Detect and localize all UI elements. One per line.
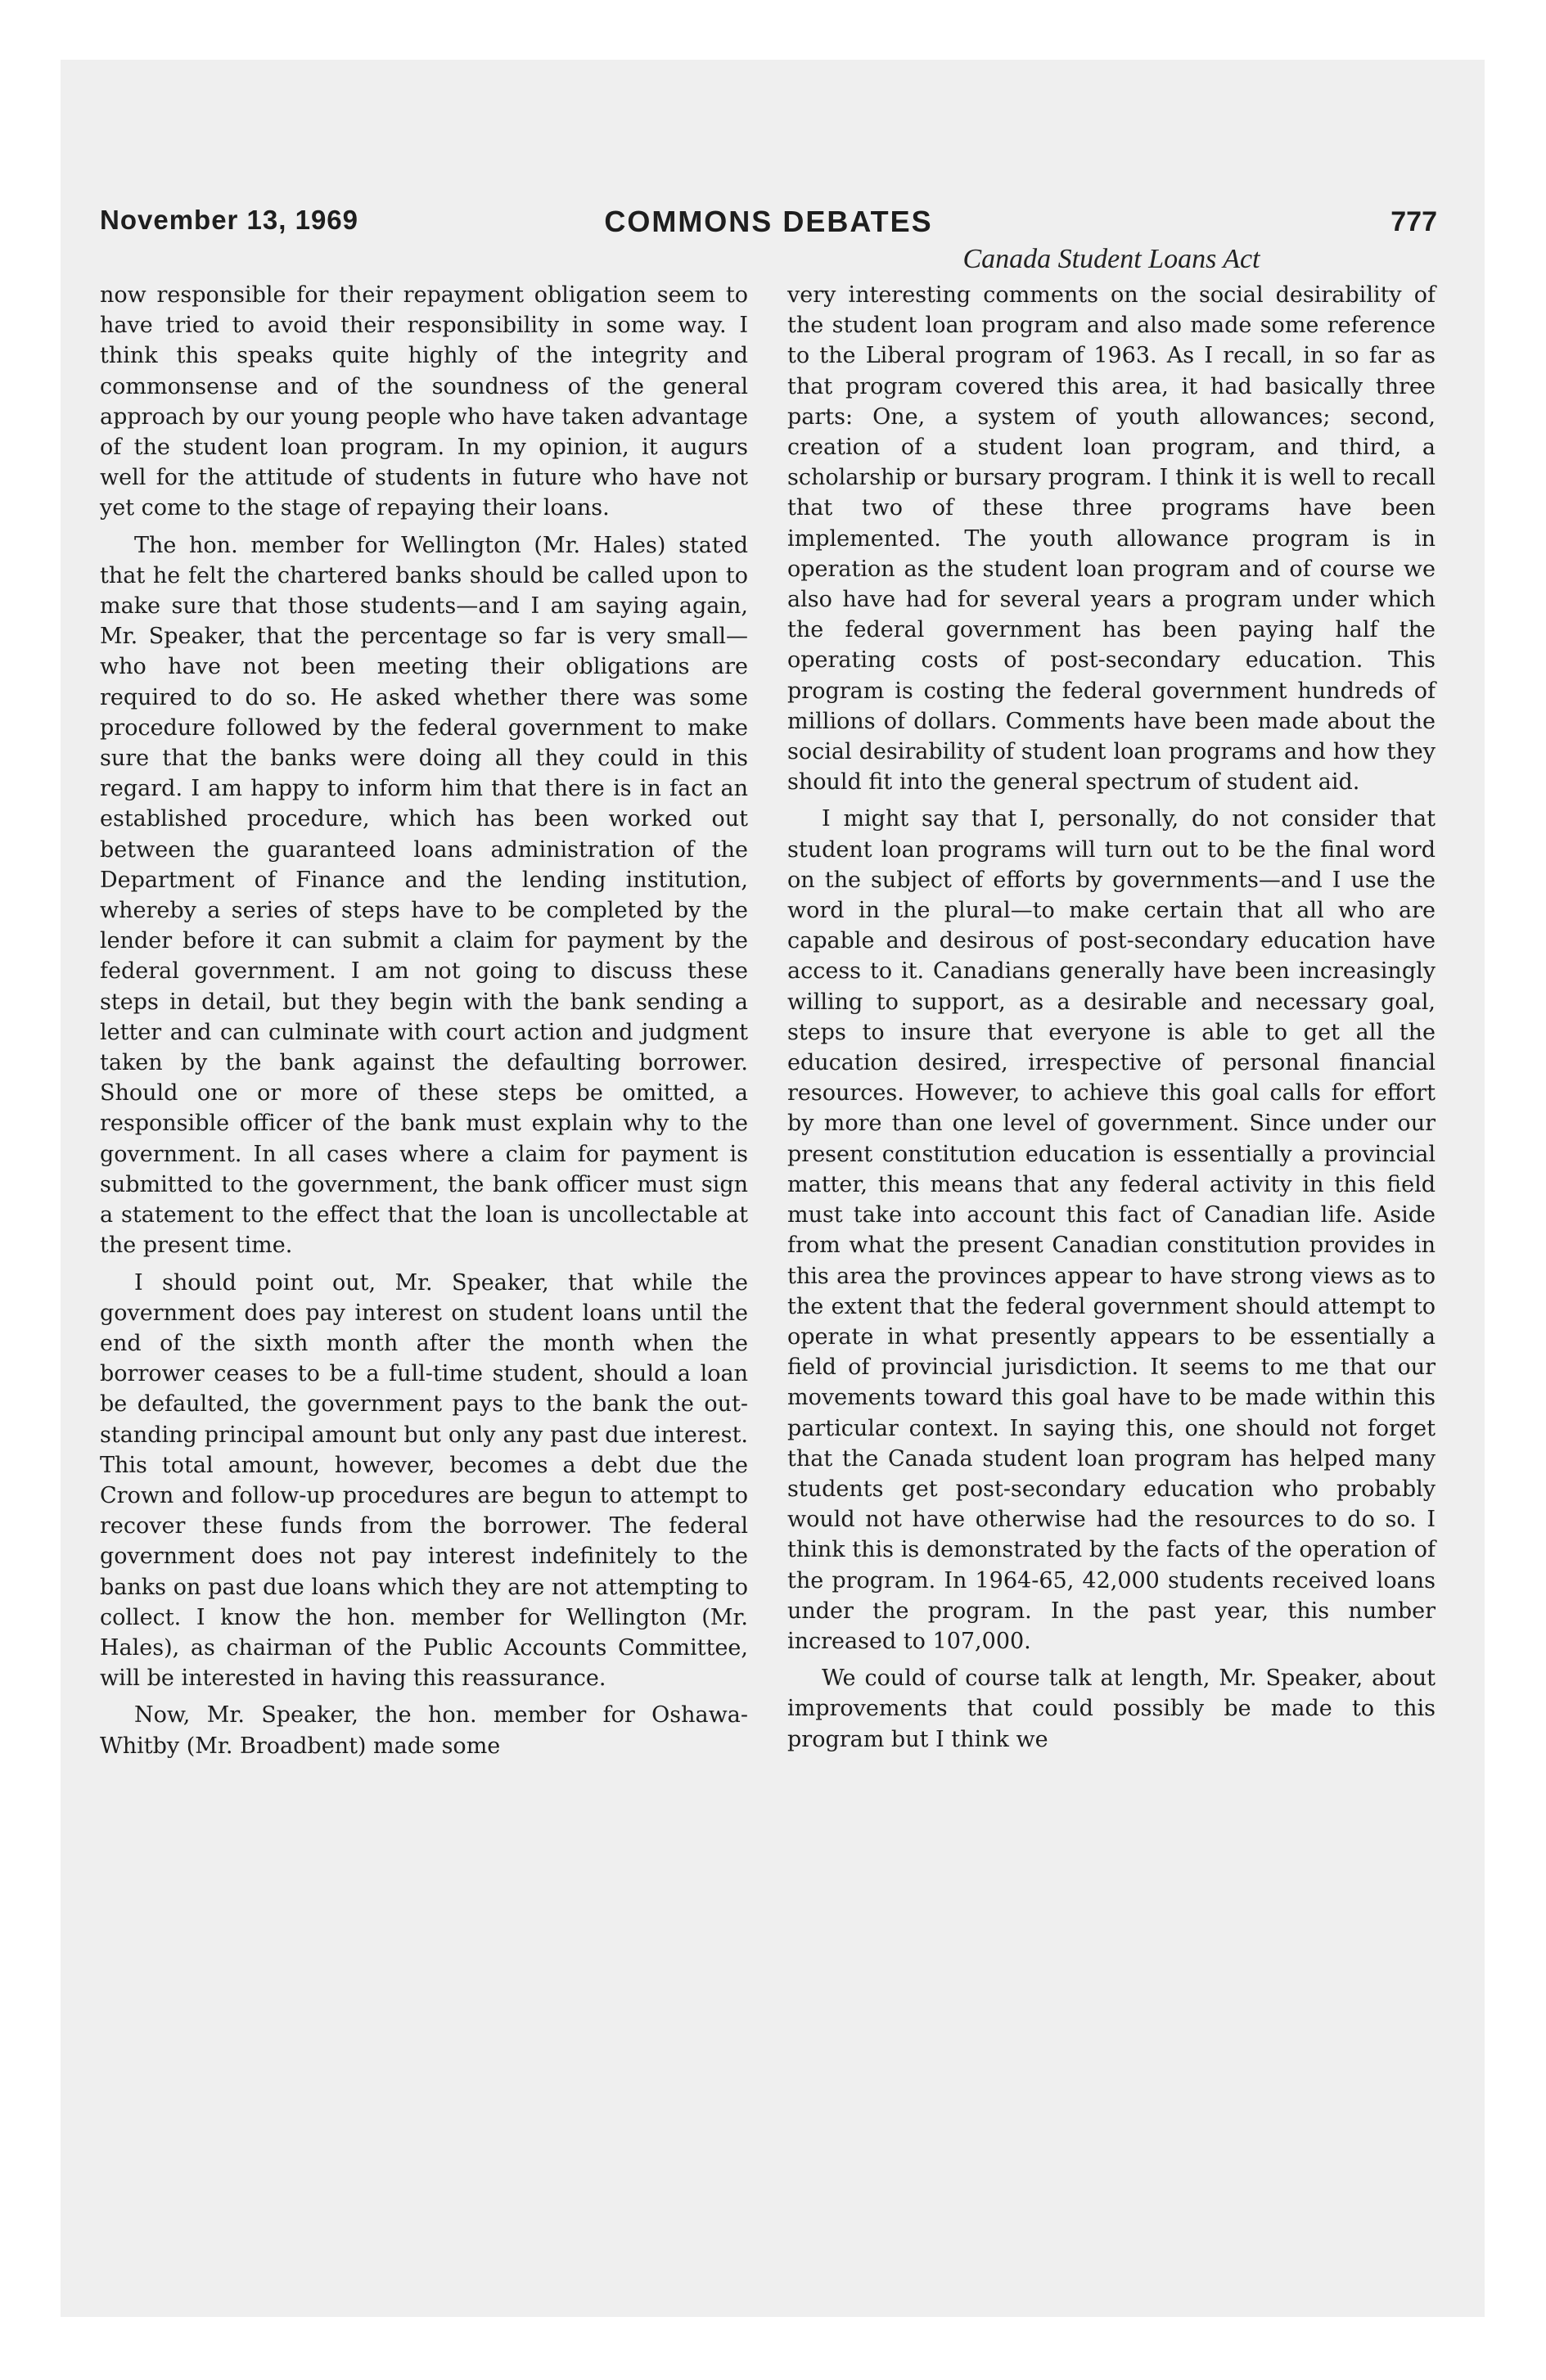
- left-paragraph-1: now responsible for their repayment obligation seem to have tried to avoid their responsibility in some way. I think this speaks quite highly of the integrity and commonsense and of the soundness of the general approach by our young people who have taken advantage of the student loan program. In my opinion, it augurs well for the attitude of students in future who have not yet come to the stage of repaying their loans.: [100, 282, 748, 521]
- left-paragraph-3: I should point out, Mr. Speaker, that while the government does pay interest on student loans until the end of the sixth month after the month when the borrower ceases to be a full-time student, should a loan be defaulted, the government pays to the bank the outstanding principal amount but only any past due interest. This total amount, however, becomes a debt due the Crown and follow-up procedures are begun to attempt to recover these funds from the borrower. The federal government does not pay interest indefinitely to the banks on past due loans which they are not attempting to collect. I know the hon. member for Wellington (Mr. Hales), as chairman of the Public Accounts Committee, will be interested in having this reassurance.: [100, 1269, 748, 1692]
- page-header: [98, 205, 1439, 246]
- running-title: Canada Student Loans Act: [962, 244, 1260, 274]
- left-column: [100, 280, 748, 1761]
- left-paragraph-4: Now, Mr. Speaker, the hon. member for Oshawa-Whitby (Mr. Broadbent) made some: [100, 1702, 748, 1759]
- right-paragraph-1: very interesting comments on the social desirability of the student loan program and also made some reference to the Liberal program of 1963. As I recall, in so far as that program covered this area, it had basically three parts: One, a system of youth allowances; second, creation of a student loan program, and third, a scholarship or bursary program. I think it is well to recall that two of these three programs have been implemented. The youth allowance program is in operation as the student loan program and of course we also have had for several years a program under which the federal government has been paying half the operating costs of post-secondary education. This program is costing the federal government hundreds of millions of dollars. Comments have been made about the social desirability of student loan programs and how they should fit into the general spectrum of student aid.: [787, 282, 1436, 796]
- right-column: [787, 280, 1436, 1755]
- header-date: November 13, 1969: [100, 205, 359, 235]
- page-number: 777: [1390, 206, 1437, 237]
- left-paragraph-2: The hon. member for Wellington (Mr. Hales) stated that he felt the chartered banks should be called upon to make sure that those students—and I am saying again, Mr. Speaker, that the percentage so far is very small— who have not been meeting their obligations are required to do so. He asked whether there was some procedure followed by the federal government to make sure that the banks were doing all they could in this regard. I am happy to inform him that there is in fact an established procedure, which has been worked out between the guaranteed loans administration of the Department of Finance and the lending institution, whereby a series of steps have to be completed by the lender before it can submit a claim for payment by the federal government. I am not going to discuss these steps in detail, but they begin with the bank sending a letter and can culminate with court action and judgment taken by the bank against the defaulting borrower. Should one or more of these steps be omitted, a responsible officer of the bank must explain why to the government. In all cases where a claim for payment is submitted to the government, the bank officer must sign a statement to the effect that the loan is uncollectable at the present time.: [100, 532, 748, 1259]
- header-title: COMMONS DEBATES: [604, 205, 933, 238]
- right-paragraph-3: We could of course talk at length, Mr. Speaker, about improvements that could possibly be made to this program but I think we: [787, 1666, 1436, 1752]
- right-paragraph-2: I might say that I, personally, do not consider that student loan programs will turn out to be the final word on the subject of efforts by governments—and I use the word in the plural—to make certain that all who are capable and desirous of post-secondary education have access to it. Canadians generally have been increasingly willing to support, as a desirable and necessary goal, steps to insure that everyone is able to get all the education desired, irrespective of personal financial resources. However, to achieve this goal calls for effort by more than one level of government. Since under our present constitution education is essentially a provincial matter, this means that any federal activity in this field must take into account this fact of Canadian life. Aside from what the present Canadian constitution provides in this area the provinces appear to have strong views as to the extent that the federal government should attempt to operate in what presently appears to be essentially a field of provincial jurisdiction. It seems to me that our movements toward this goal have to be made within this particular context. In saying this, one should not forget that the Canada student loan program has helped many students get post-secondary education who probably would not have otherwise had the resources to do so. I think this is demonstrated by the facts of the operation of the program. In 1964-65, 42,000 students received loans under the program. In the past year, this number increased to 107,000.: [787, 806, 1436, 1654]
